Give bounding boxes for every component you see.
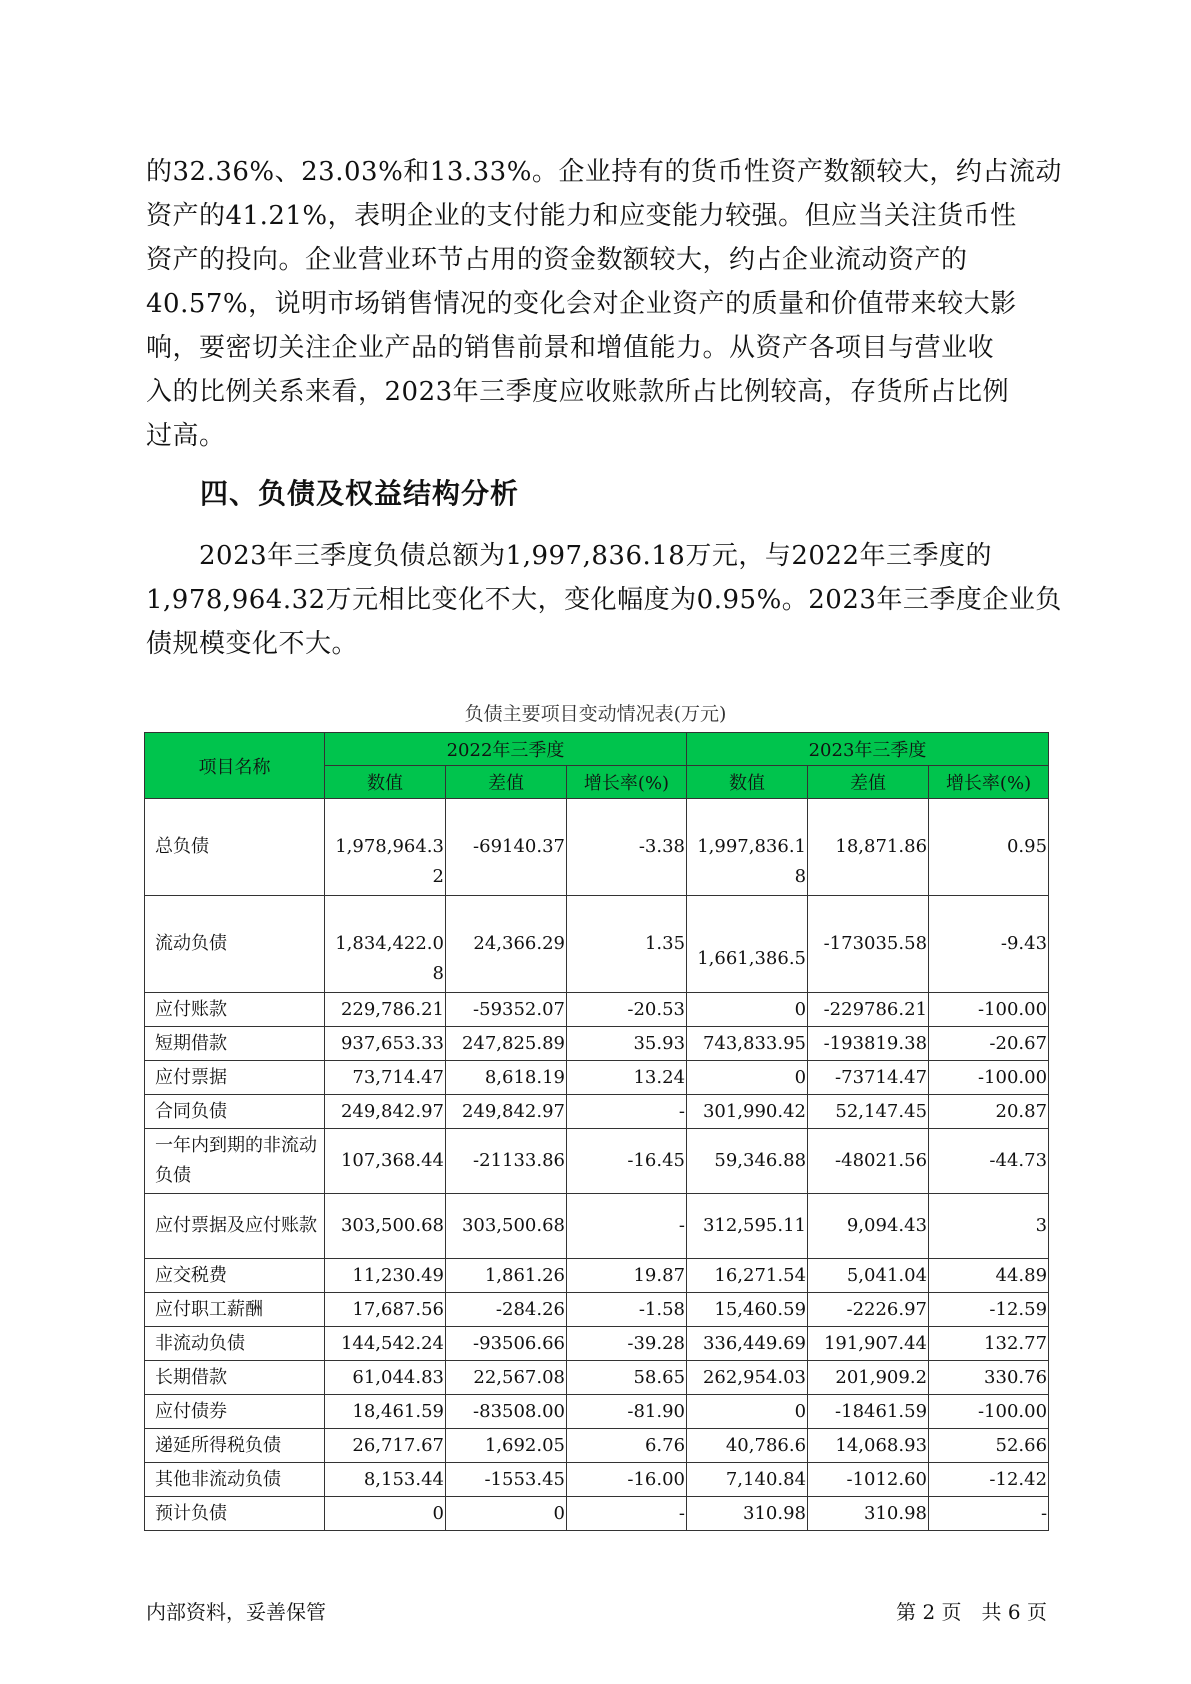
cell-diff-2023: 9,094.43 [808,1194,929,1259]
text-line: 的32.36%、23.03%和13.33%。企业持有的货币性资产数额较大，约占流动 [146,157,1062,187]
cell-growth-2022: 58.65 [567,1361,687,1395]
cell-diff-2022: 303,500.68 [446,1194,567,1259]
cell-growth-2022: - [567,1497,687,1531]
cell-value-2023 [687,896,808,993]
cell-text: 1,997,836.18 [697,836,807,887]
cell-value-2022: 61,044.83 [325,1361,446,1395]
cell-value-2023 [687,799,808,896]
cell-value-2022: 303,500.68 [325,1194,446,1259]
text-line: 债规模变化不大。 [146,629,359,659]
cell-diff-2022: -1553.45 [446,1463,567,1497]
cell-value-2022: 0 [325,1497,446,1531]
text-line: 2023年三季度负债总额为1,997,836.18万元，与2022年三季度的 [146,541,993,571]
cell-value-2023: 301,990.42 [687,1095,808,1129]
liability-summary-paragraph [146,534,1062,666]
cell-value-2023: 59,346.88 [687,1129,808,1194]
cell-value-2022: 26,717.67 [325,1429,446,1463]
cell-value-2022: 17,687.56 [325,1293,446,1327]
cell-growth-2022: -16.00 [567,1463,687,1497]
cell-value-2023: 15,460.59 [687,1293,808,1327]
header-item-name: 项目名称 [145,733,325,799]
cell-growth-2023: -44.73 [929,1129,1049,1194]
text-line: 响，要密切关注企业产品的销售前景和增值能力。从资产各项目与营业收 [146,333,995,363]
cell-growth-2023: -9.43 [929,896,1049,993]
footer-confidential-note: 内部资料，妥善保管 [146,1600,326,1624]
cell-value-2023: 0 [687,1395,808,1429]
cell-value-2022: 229,786.21 [325,993,446,1027]
cell-diff-2022: -69140.37 [446,799,567,896]
table-row [145,1129,1049,1194]
header-value-2022: 数值 [325,766,446,799]
cell-growth-2023: 330.76 [929,1361,1049,1395]
row-name: 应付账款 [145,993,325,1027]
cell-value-2023: 262,954.03 [687,1361,808,1395]
cell-diff-2023: 191,907.44 [808,1327,929,1361]
cell-text: 1,661,386.5 [697,948,807,969]
table-row [145,1027,1049,1061]
cell-growth-2022: - [567,1194,687,1259]
row-name: 短期借款 [145,1027,325,1061]
cell-text: 1,834,422.08 [335,933,444,984]
cell-diff-2022: 1,692.05 [446,1429,567,1463]
cell-growth-2023: -12.42 [929,1463,1049,1497]
cell-value-2022: 73,714.47 [325,1061,446,1095]
cell-value-2023: 7,140.84 [687,1463,808,1497]
cell-diff-2023: 18,871.86 [808,799,929,896]
cell-diff-2023: 14,068.93 [808,1429,929,1463]
cell-diff-2023: -48021.56 [808,1129,929,1194]
table-row [145,1259,1049,1293]
row-name: 其他非流动负债 [145,1463,325,1497]
cell-value-2023: 310.98 [687,1497,808,1531]
row-name: 预计负债 [145,1497,325,1531]
cell-growth-2023: 0.95 [929,799,1049,896]
cell-value-2022: 107,368.44 [325,1129,446,1194]
cell-value-2022: 144,542.24 [325,1327,446,1361]
cell-diff-2023: -73714.47 [808,1061,929,1095]
table-row [145,1463,1049,1497]
cell-value-2023: 743,833.95 [687,1027,808,1061]
cell-diff-2022: 8,618.19 [446,1061,567,1095]
table-row [145,1194,1049,1259]
text-line: 40.57%，说明市场销售情况的变化会对企业资产的质量和价值带来较大影 [146,289,1017,319]
table-row [145,1061,1049,1095]
cell-growth-2022: 6.76 [567,1429,687,1463]
cell-growth-2023: 44.89 [929,1259,1049,1293]
header-diff-2022: 差值 [446,766,567,799]
cell-diff-2023: -1012.60 [808,1463,929,1497]
table-row [145,799,1049,896]
cell-growth-2022: 19.87 [567,1259,687,1293]
cell-growth-2023: -100.00 [929,993,1049,1027]
cell-growth-2022: -16.45 [567,1129,687,1194]
text-line: 资产的41.21%，表明企业的支付能力和应变能力较强。但应当关注货币性 [146,201,1017,231]
cell-value-2022 [325,896,446,993]
row-name: 递延所得税负债 [145,1429,325,1463]
header-value-2023: 数值 [687,766,808,799]
header-growth-2022: 增长率(%) [567,766,687,799]
cell-text: 1,978,964.32 [335,836,444,887]
row-name: 应付票据 [145,1061,325,1095]
row-name: 非流动负债 [145,1327,325,1361]
section-heading: 四、负债及权益结构分析 [200,477,520,510]
text-line: 资产的投向。企业营业环节占用的资金数额较大，约占企业流动资产的 [146,245,968,275]
table-caption: 负债主要项目变动情况表(万元) [464,703,727,725]
cell-growth-2022: 35.93 [567,1027,687,1061]
cell-diff-2022: -284.26 [446,1293,567,1327]
cell-growth-2022: 13.24 [567,1061,687,1095]
header-period-2023: 2023年三季度 [687,733,1049,766]
asset-analysis-paragraph [146,150,1062,458]
table-row [145,1497,1049,1531]
cell-growth-2023: 52.66 [929,1429,1049,1463]
cell-diff-2022: 1,861.26 [446,1259,567,1293]
cell-diff-2022: -21133.86 [446,1129,567,1194]
cell-growth-2022: - [567,1095,687,1129]
cell-growth-2023: 132.77 [929,1327,1049,1361]
text-line: 入的比例关系来看，2023年三季度应收账款所占比例较高，存货所占比例 [146,377,1010,407]
cell-diff-2023: 52,147.45 [808,1095,929,1129]
liability-table [144,732,1049,1531]
cell-growth-2023: -12.59 [929,1293,1049,1327]
cell-growth-2023: -20.67 [929,1027,1049,1061]
cell-value-2023: 0 [687,993,808,1027]
row-name: 总负债 [145,799,325,896]
cell-diff-2023: -2226.97 [808,1293,929,1327]
table-row [145,1361,1049,1395]
cell-diff-2023: 5,041.04 [808,1259,929,1293]
cell-diff-2023: -18461.59 [808,1395,929,1429]
cell-growth-2022: -20.53 [567,993,687,1027]
row-name: 应付职工薪酬 [145,1293,325,1327]
cell-value-2022: 18,461.59 [325,1395,446,1429]
row-name: 应交税费 [145,1259,325,1293]
cell-value-2023: 40,786.6 [687,1429,808,1463]
table-row [145,1395,1049,1429]
cell-growth-2022: -3.38 [567,799,687,896]
cell-diff-2022: -93506.66 [446,1327,567,1361]
text-line: 1,978,964.32万元相比变化不大，变化幅度为0.95%。2023年三季度企业负 [146,585,1062,615]
cell-diff-2022: 247,825.89 [446,1027,567,1061]
cell-diff-2023: -173035.58 [808,896,929,993]
cell-value-2022: 937,653.33 [325,1027,446,1061]
cell-growth-2022: -81.90 [567,1395,687,1429]
header-period-2022: 2022年三季度 [325,733,687,766]
row-name: 合同负债 [145,1095,325,1129]
text-line: 过高。 [146,421,226,451]
footer-page-number: 第 2 页 共 6 页 [896,1600,1047,1624]
row-name: 流动负债 [145,896,325,993]
cell-value-2022: 249,842.97 [325,1095,446,1129]
cell-value-2023: 336,449.69 [687,1327,808,1361]
table-row [145,1293,1049,1327]
cell-diff-2022: -59352.07 [446,993,567,1027]
cell-diff-2022: 24,366.29 [446,896,567,993]
cell-value-2022: 11,230.49 [325,1259,446,1293]
cell-growth-2022: 1.35 [567,896,687,993]
cell-diff-2023: 310.98 [808,1497,929,1531]
cell-value-2023: 0 [687,1061,808,1095]
cell-growth-2023: -100.00 [929,1061,1049,1095]
row-name: 一年内到期的非流动负债 [145,1129,325,1194]
cell-diff-2022: 0 [446,1497,567,1531]
cell-growth-2023: -100.00 [929,1395,1049,1429]
cell-diff-2023: -193819.38 [808,1027,929,1061]
row-name: 长期借款 [145,1361,325,1395]
header-growth-2023: 增长率(%) [929,766,1049,799]
cell-growth-2023: 20.87 [929,1095,1049,1129]
cell-value-2023: 16,271.54 [687,1259,808,1293]
cell-diff-2022: 249,842.97 [446,1095,567,1129]
cell-growth-2022: -1.58 [567,1293,687,1327]
cell-diff-2022: 22,567.08 [446,1361,567,1395]
table-row [145,1327,1049,1361]
cell-growth-2023: 3 [929,1194,1049,1259]
row-name: 应付债券 [145,1395,325,1429]
cell-value-2023: 312,595.11 [687,1194,808,1259]
cell-growth-2023: - [929,1497,1049,1531]
cell-growth-2022: -39.28 [567,1327,687,1361]
table-row [145,993,1049,1027]
cell-value-2022 [325,799,446,896]
header-diff-2023: 差值 [808,766,929,799]
cell-diff-2023: 201,909.2 [808,1361,929,1395]
cell-diff-2023: -229786.21 [808,993,929,1027]
table-row [145,896,1049,993]
cell-diff-2022: -83508.00 [446,1395,567,1429]
table-row [145,1429,1049,1463]
cell-value-2022: 8,153.44 [325,1463,446,1497]
table-row [145,1095,1049,1129]
row-name: 应付票据及应付账款 [145,1194,325,1259]
